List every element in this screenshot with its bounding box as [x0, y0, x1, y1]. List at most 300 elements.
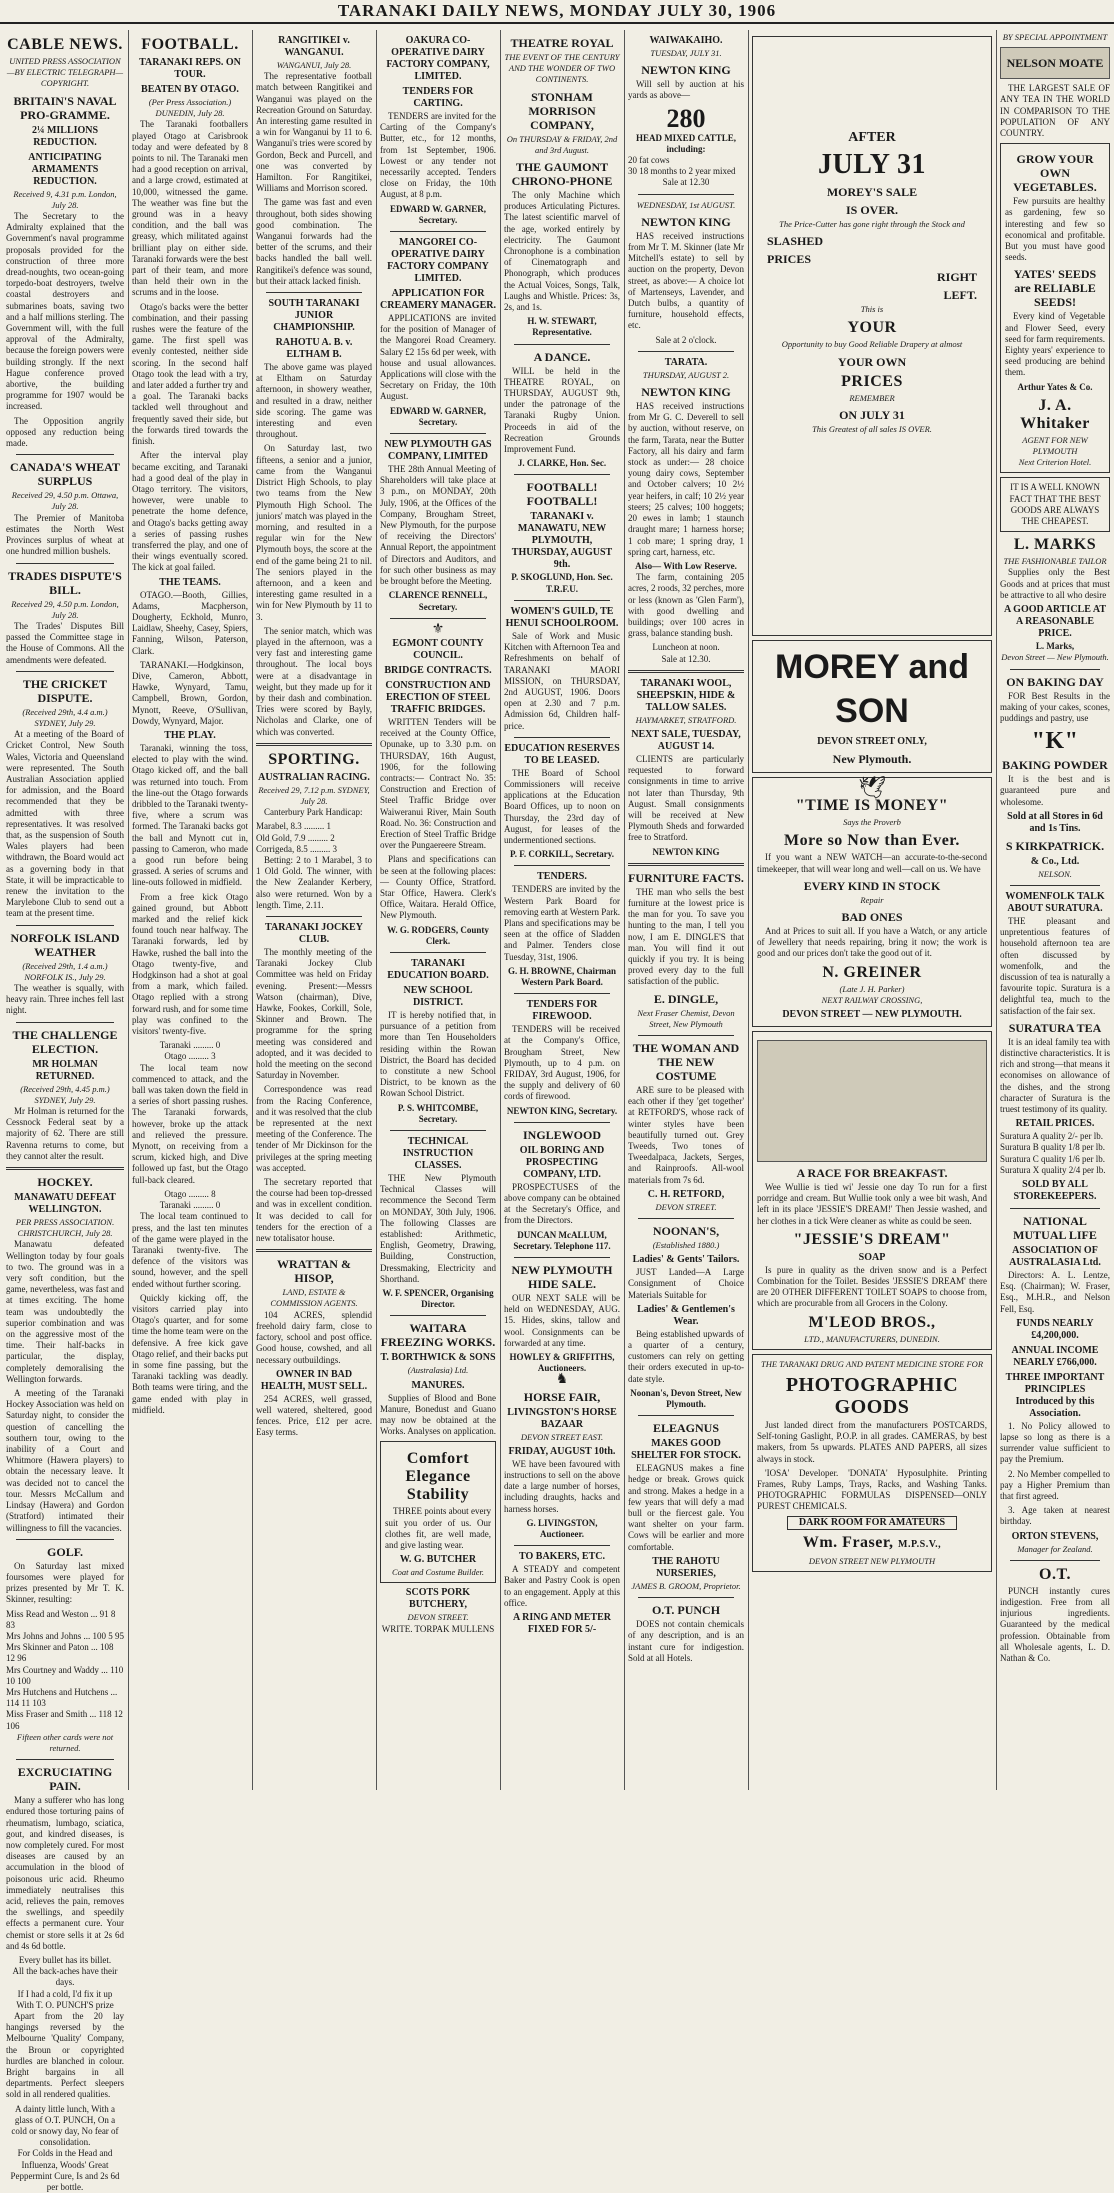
price-line: Suratura X quality 2/4 per lb.	[1000, 1164, 1106, 1175]
separator	[266, 916, 362, 917]
mangorei-heading: MANGOREI CO-OPERATIVE DAIRY FACTORY COMPANY LIMITED.	[387, 237, 489, 285]
separator	[514, 865, 610, 866]
horse-icon: ♞	[555, 1372, 569, 1388]
signature: G. LIVINGSTON, Auctioneer.	[526, 1517, 598, 1540]
money-sub2: More so Now than Ever.	[784, 832, 960, 850]
football-heading: FOOTBALL.	[141, 36, 239, 53]
signature: NEWTON KING, Secretary.	[506, 1105, 618, 1116]
morey-sub: New Plymouth.	[832, 752, 912, 766]
separator	[16, 563, 114, 564]
verse-line: If I had a cold, I'd fix it up	[17, 1988, 113, 1999]
article-text: The Taranaki footballers played Otago at Carisbrook today and were defeated by 8 points to nil. The Taranaki men had a good reception on arrival, and a large crowd, estimated at 10,000, witnessed the game. The weather was fine but the ground was in a heavy condition, and the ball was greasy, which militated against brilliant play on either side. Taranaki forwards were the best part of their team, and more than held their own in the scrums and in the loose.	[132, 119, 248, 298]
article-text: Many a sufferer who has long endured those torturing pains of rheumatism, lumbago, sciatica, gout, and kindred diseases, is now completely cured. For most diseases are caused by an accumulation in the blood of poisonous uric acid. Rheumo immediately neutralises this acid, relieves the pain, removes the swellings, and speedily effects a permanent cure. Your chemist or store sells it at 2s 6d and 4s 6d bottle.	[6, 1795, 124, 1951]
column-rule	[376, 30, 377, 1790]
waitara-sub: T. BORTHWICK & SONS	[380, 1352, 496, 1364]
column-rule	[748, 30, 749, 1790]
trades-heading: TRADES DISPUTE'S BILL.	[8, 568, 122, 597]
money-sub: Says the Proverb	[843, 817, 901, 828]
ad-text: Will sell by auction at his yards as above—	[628, 79, 744, 101]
reserves-heading: EDUCATION RESERVES TO BE LEASED.	[504, 742, 620, 766]
every-kind: EVERY KIND IN STOCK	[803, 878, 941, 893]
morey-sale: MOREY'S SALE	[826, 185, 918, 199]
separator	[16, 671, 114, 672]
article-text: The Premier of Manitoba estimates the North West Provinces surplus of wheat at one hundred million bushels.	[6, 512, 124, 557]
wool-heading: TARANAKI WOOL, SHEEPSKIN, HIDE & TALLOW SALES.	[636, 677, 736, 713]
tea-heading: NELSON MOATE	[1006, 55, 1104, 70]
golf-result: Mrs Johns and Johns ... 100 5 95	[6, 1630, 125, 1641]
sporting-heading: SPORTING.	[268, 750, 360, 768]
repair-label: Repair	[860, 894, 884, 905]
cable-news-heading: CABLE NEWS.	[7, 36, 123, 53]
ad-text: HAS received instructions from Mr T. M. Skinner (late Mr Mitchell's estate) to sell by auction on the property, Devon street, as above:— A choice lot of Martenseys, Lavender, and Dutch bulbs, a quantity of furniture, household effects, etc.	[628, 230, 744, 331]
waiwakaiho-date: TUESDAY, JULY 31.	[650, 48, 722, 58]
ad-text: ARE sure to be pleased with each other if they 'get together' at RETFORD'S, whose rack of winter styles have been beautifully turned out. Grey Tweeds, Two tones of Tweedalpaca, Jackets, Serges, and Rainproofs. All-wool materials from 7s 6d.	[628, 1085, 744, 1185]
horse-heading: HORSE FAIR,	[523, 1389, 601, 1404]
marks-sign: L. Marks,	[1035, 641, 1075, 652]
morey-isover: IS OVER.	[845, 203, 898, 217]
signature: W. G. RODGERS, County Clerk.	[387, 924, 489, 946]
separator	[628, 863, 744, 866]
morey-your-own: YOUR OWN	[837, 354, 907, 369]
signature: G. H. BROWNE, Chairman Western Park Board.	[507, 965, 616, 987]
ad-text: TENDERS will be received at the Company's Office, Brougham Street, New Plymouth, up to 4 p.m. on FRIDAY, 3rd August, 1906, for the supply and delivery of 60 cords of firewood.	[504, 1024, 620, 1102]
article-text: The above game was played at Eltham on Saturday afternoon, in showery weather, and resulted in a draw, neither side scoring. The game was interesting and even throughout.	[256, 362, 372, 440]
ad-text: Being established upwards of a quarter of a century, customers can rely on getting their orders executed in up-to-date style.	[628, 1328, 744, 1384]
junior-sub: RAHOTU A. B. v. ELTHAM B.	[275, 337, 353, 361]
money-heading: "TIME IS MONEY"	[795, 797, 949, 815]
separator	[514, 1122, 610, 1123]
ad-text: JUST Landed—A Large Consignment of Choice Materials Suitable for	[628, 1267, 744, 1300]
ad-text: 104 ACRES, splendid freehold dairy farm, close to factory, school and post office. Good house, cowshed, and all necessary outbuildings.	[256, 1309, 372, 1365]
marks-heading: L. MARKS	[1013, 536, 1097, 554]
waitara-sub: (Australasia) Ltd.	[407, 1365, 469, 1376]
bad-ones: BAD ONES	[841, 910, 903, 925]
kirk-heading: S KIRKPATRICK.	[1005, 838, 1105, 853]
income: ANNUAL INCOME NEARLY £766,000.	[1011, 1344, 1099, 1368]
article-text: On Saturday last, two fifteens, a senior and a junior, came from the Wanganui District High Schools, to play two teams from the New Plymouth High School. The juniors' match was played in the morning, and resulted in a regular win for the New Plymouth boys, the score at the end of the game being 21 to nil. The seniors played in the afternoon, and a keen and interesting game resulted in a win for New Plymouth by 11 to 3.	[256, 443, 372, 622]
race-heading: A RACE FOR BREAKFAST.	[796, 1166, 948, 1181]
ad-text: Supplies of Blood and Bone Manure, Bonedust and Guano may now be obtained at the Works. Analyses on application.	[380, 1392, 497, 1437]
signature: HOWLEY & GRIFFITHS, Auctioneers.	[509, 1352, 615, 1374]
wratten-sub: LAND, ESTATE & COMMISSION AGENTS.	[270, 1287, 358, 1309]
theatre-company: STONHAM MORRISON COMPANY,	[528, 89, 596, 132]
breakfast-illustration	[757, 1040, 987, 1162]
article-text: Otago's backs were the better combination, and their passing rushes were the feature of the game. The first spell was evenly contested, neither side scoring. In the second half Otago took the lead with a try, and later added a further try and a goal. The Taranaki backs tackled well throughout and frequently saved their side, but the forwards tired towards the finish.	[132, 301, 248, 447]
column-8	[1000, 32, 1110, 1787]
bird-icon: 🕊	[858, 775, 886, 800]
article-text: OTAGO.—Booth, Gillies, Adams, Macpherson, Dougherty, Eckhold, Munro, Laidlaw, Sheehy, Casey, Spiers, Fanning, Wilson, Paterson, Clark.	[132, 589, 248, 656]
separator	[638, 1597, 734, 1598]
list-item: 20 fat cows	[628, 155, 670, 166]
greiner-sub: (Late J. H. Parker)	[839, 983, 905, 994]
signature: DUNCAN McALLUM, Secretary. Telephone 117.	[513, 1229, 611, 1251]
football-ad-sub: TARANAKI v. MANAWATU, NEW PLYMOUTH, THURSDAY, AUGUST 9th.	[511, 511, 613, 571]
morey-after: AFTER	[848, 130, 896, 145]
morey-slashed: SLASHED	[767, 234, 824, 249]
challenge-sub: MR HOLMAN RETURNED.	[32, 1058, 98, 1082]
dateline: (Received 29th, 4.4 a.m.) SYDNEY, July 29.	[22, 706, 108, 728]
article-text: The local team now commenced to attack, and the ball was taken down the field in a series of short passing rushes. The Taranaki forwards, however, broke up the attack and relieved the pressure. Mynott, on receiving from a scrum, kicked high, and Dive followed up fast, but the Otago full-back cleared.	[132, 1062, 248, 1185]
ad-text: PROSPECTUSES of the above company can be obtained at the Secretary's Office, and from the Directors.	[504, 1181, 620, 1226]
baking-on: ON BAKING DAY	[1006, 674, 1104, 689]
ad-text: CLIENTS are particularly requested to forward consignments in time to arrive not later than Thursday, 9th August. Small consignments will be received at New Plymouth Sheds and forwarded free to Stratford.	[628, 753, 744, 843]
scots-sign: WRITE. TORPAK MULLENS	[381, 1623, 495, 1634]
ad-text: THE pleasant and unpretentious features of household afternoon tea are often discussed by womenfolk, and the discussion of tea is naturally a favourite topic. Suratura is a delightful tea, much to the satisfaction of the fair sex.	[1000, 915, 1110, 1016]
article-text: After the interval play became exciting, and Taranaki had a good deal of the play in Otago territory. The visitors, however, were unable to penetrate the home defence, and Otago's backs getting away a series of passing rushes transferred the play, and one of their wings eventually scored. The kick at goal failed.	[132, 450, 248, 573]
retail-sold: SOLD BY ALL STOREKEEPERS.	[1013, 1178, 1097, 1202]
golf-result: Mrs Hutchens and Hutchens ... 114 11 103	[6, 1686, 118, 1709]
noonans-heading: NOONAN'S,	[652, 1224, 720, 1239]
article-text: Betting: 2 to 1 Marabel, 3 to 1 Old Gold. The winner, with the New Zealander Kerbery, also were returned. Won by a length. Time, 2.11.	[256, 854, 372, 910]
football-sub: (Per Press Association.)	[148, 97, 232, 107]
article-text: Taranaki, winning the toss, elected to play with the wind. Otago kicked off, and the ball was returned into touch. From the line-out the Otago forwards dribbled to the Taranaki twenty-five, where a scrum was formed. The Taranaki backs got the ball and Mynott cut in, passing to Cameron, who made a good run before being grassed. A series of scrums and line-outs followed in midfield.	[132, 742, 248, 888]
livingston-sub: DEVON STREET EAST.	[520, 1431, 604, 1442]
morey-prices2: PRICES	[841, 372, 903, 390]
column-rule	[128, 30, 129, 1790]
separator	[266, 292, 362, 293]
ad-text: THE LARGEST SALE OF ANY TEA IN THE WORLD IN COMPARISON TO THE POPULATION OF ANY COUNTRY.	[1000, 83, 1110, 139]
jockey-heading: TARANAKI JOCKEY CLUB.	[265, 922, 363, 945]
theatre-days: On THURSDAY & FRIDAY, 2nd and 3rd August.	[506, 133, 618, 155]
ad-text: Is pure in quality as the driven snow and is a Perfect Combination for the Toilet. Besides 'JESSIE'S DREAM' there are 20 OTHER DIFFERENT TOILET SOAPS to choose from, which are procurable from all Grocers in the Colony.	[757, 1264, 987, 1309]
fraser-heading	[757, 1534, 987, 1554]
mcleod-sub: LTD., MANUFACTURERS, DUNEDIN.	[804, 1333, 940, 1344]
price-line: Suratura A quality 2/- per lb.	[1000, 1131, 1103, 1142]
eleagnus-sub: MAKES GOOD SHELTER FOR STOCK.	[631, 1438, 741, 1462]
separator	[16, 454, 114, 455]
waiwakaiho-heading: WAIWAKAIHO.	[649, 35, 723, 46]
morey-opportunity: Opportunity to buy Good Reliable Drapery at almost	[781, 339, 963, 350]
article-text: From a free kick Otago gained ground, but Abbott marked and the relief kick found touch near halfway. The Taranaki forwards, led by Hawke, rushed the ball into the Otago twenty-five, and Hodgkinson had a shot at goal from a mark, which failed. Otago replied with a strong forward rush, and for some time play was confined to the visitors' twenty-five.	[132, 891, 248, 1037]
morey-text: The Price-Cutter has gone right through the Stock and	[779, 219, 965, 229]
ad-text: IT is hereby notified that, in pursuance of a petition from more than Ten Householders residing within the Rowan District, the Board has decided to constitute a new School District, to be known as the Rowan School District.	[380, 1009, 496, 1099]
womens-heading: WOMEN'S GUILD, TE HENUI SCHOOLROOM.	[505, 605, 619, 629]
article-text: Mr Holman is returned for the Cessnock Federal seat by a majority of 62. There are still Ravenna returns to come, but they cannot alter the result.	[6, 1106, 124, 1161]
column-rule	[624, 30, 625, 1790]
livingston-heading: LIVINGSTON'S HORSE BAZAAR	[507, 1406, 617, 1430]
separator	[256, 743, 372, 746]
column-5	[504, 32, 620, 1787]
tenders-heading: TENDERS.	[537, 871, 587, 883]
signature: EDWARD W. GARNER, Secretary.	[389, 203, 487, 225]
ad-text: 'IOSA' Developer. 'DONATA' Hyposulphite. Printing Frames, Ruby Lamps, Trays, Racks, and Washing Tanks. PHOTOGRAPHIC FORMULAS DISPENSED—ONLY PUREST CHEMICALS.	[757, 1467, 987, 1512]
yates-heading: YATES' SEEDS are RELIABLE SEEDS!	[1013, 267, 1097, 310]
dingle-sub: Next Fraser Chemist, Devon Street, New Plymouth	[637, 1007, 735, 1029]
nelson-moate-logo	[1000, 47, 1110, 79]
inglewood-heading: INGLEWOOD	[522, 1127, 601, 1142]
race-result: Old Gold, 7.9 ......... 2	[256, 832, 335, 843]
column-4	[380, 32, 496, 1787]
mutual-sub: ASSOCIATION OF AUSTRALASIA Ltd.	[1009, 1244, 1101, 1268]
separator	[390, 1130, 486, 1131]
signature: EDWARD W. GARNER, Secretary.	[389, 405, 487, 427]
ad-heading: OWNER IN BAD HEALTH, MUST SELL.	[260, 1368, 368, 1392]
ad-text: THREE points about every suit you order of us. Our clothes fit, are well made, and give lasting wear.	[385, 1506, 491, 1551]
ad-text: Every kind of Vegetable and Flower Seed, every seed for farm requirements. Eighty years' experience to seed producing are behind them.	[1005, 311, 1105, 378]
known-box: IT IS A WELL KNOWN FACT THAT THE BEST GOODS ARE ALWAYS THE CHEAPEST.	[1000, 477, 1110, 532]
article-text: The monthly meeting of the Taranaki Jockey Club Committee was held on Friday evening. Present:—Messrs Watson (chairman), Dive, Hawke, Fookes, Corkill, Sole, Skinner and Brown. The programme for the spring meeting was considered and adopted, and it was decided to hold the meeting on the second Saturday in November.	[256, 947, 372, 1081]
technical-heading: TECHNICAL INSTRUCTION CLASSES.	[402, 1136, 474, 1171]
signature: CLARENCE RENNELL, Secretary.	[388, 590, 488, 612]
k-sold: Sold at all Stores in 6d and 1s Tins.	[1007, 810, 1103, 834]
rahotu-sub: JAMES B. GROOM, Proprietor.	[631, 1580, 741, 1591]
ad-text: It is an ideal family tea with distinctive characteristics. It is rich and strong—that means it economises on allowance of the dishes, and the strong character of Suratura is the truest testimony of its quality.	[1000, 1036, 1110, 1114]
masthead: TARANAKI DAILY NEWS, MONDAY JULY 30, 1906	[0, 0, 1114, 24]
sale-date: THURSDAY, AUGUST 2.	[642, 369, 730, 380]
furniture-heading: FURNITURE FACTS.	[628, 870, 744, 885]
article-text: TARANAKI.—Hodgkinson, Dive, Cameron, Abbott, Hawke, Wynyard, Tamu, Campbell, Brown, Gordon, Mynott, Reeve, O'Sullivan, Dowdy, Wynyard, Major.	[132, 659, 248, 726]
separator	[1010, 1560, 1100, 1561]
dateline: Received 9, 4.31 p.m. London, July 28.	[13, 188, 117, 210]
article-text: Correspondence was read from the Racing Conference, and it was resolved that the club be represented at the next meeting of the Conference. The tender of Mr Dickinson for the privileges at the spring meeting was accepted.	[256, 1084, 372, 1173]
signature: P. F. CORKILL, Secretary.	[510, 849, 614, 860]
fraser-sub: DEVON STREET NEW PLYMOUTH	[808, 1555, 936, 1566]
egmont-heading: EGMONT COUNTY COUNCIL.	[392, 637, 484, 661]
column-rule	[996, 30, 997, 1790]
separator	[638, 1035, 734, 1036]
cricket-heading: THE CRICKET DISPUTE.	[22, 676, 108, 705]
article-text: Manawatu defeated Wellington today by four goals to two. The ground was in a very soft condition, but the game, nevertheless, was fast and at times exciting. The home team was undoubtedly the superior combination and was on the aggressive most of the time. Their half-backs in particular, the display, completely demoralising the Wellington forwards.	[6, 1239, 124, 1384]
race-result: Corrigeda, 8.5 ......... 3	[256, 843, 337, 854]
woman-heading: THE WOMAN AND THE NEW COSTUME	[632, 1041, 740, 1083]
ad-text: THE 28th Annual Meeting of Shareholders will take place at 3 p.m., on MONDAY, 20th July, 1906, at the Offices of the Company, Brougham Street, New Plymouth, for the purpose of receiving the Directors' Annual Report, the appointment of Directors and Auditors, and for such other business as may be brought before the Meeting.	[380, 464, 496, 587]
egmont-sub: BRIDGE CONTRACTS.	[384, 664, 492, 676]
theatre-show: THE GAUMONT CHRONO-PHONE	[511, 160, 613, 189]
hockey-sub: MANAWATU DEFEAT WELLINGTON.	[14, 1192, 116, 1216]
greiner-sub: DEVON STREET — NEW PLYMOUTH.	[782, 1009, 962, 1021]
photo-heading: PHOTOGRAPHIC GOODS	[785, 1374, 959, 1419]
marks-addr: Devon Street — New Plymouth.	[1001, 652, 1109, 663]
ad-text: FOR Best Results in the making of your cakes, scones, puddings and pastry, use	[1000, 690, 1110, 723]
morey-right: RIGHT	[936, 270, 977, 285]
theatre-heading: THEATRE ROYAL	[510, 36, 614, 50]
sale-date: WEDNESDAY, 1st AUGUST.	[636, 199, 736, 210]
sporting-sub: AUSTRALIAN RACING.	[258, 771, 370, 783]
separator	[514, 474, 610, 475]
cable-news-sub: UNITED PRESS ASSOCIATION—BY ELECTRIC TELEGRAPH—COPYRIGHT.	[6, 56, 124, 89]
rangitikei-heading: RANGITIKEI v. WANGANUI.	[278, 35, 350, 58]
three-heading: THREE IMPORTANT PRINCIPLES Introduced by this Association.	[1005, 1371, 1105, 1419]
challenge-heading: THE CHALLENGE ELECTION.	[12, 1027, 118, 1056]
ad-text: THE New Plymouth Technical Classes will recommence the Second Term on MONDAY, 30th July, 1906. The following Classes are established: Arithmetic, English, Geometry, Drawing, Building, Construction, Dressmaking, Electricity and Shorthand.	[380, 1173, 496, 1284]
theatre-sub: THE EVENT OF THE CENTURY AND THE WONDER OF TWO CONTINENTS.	[504, 52, 620, 85]
morey-this-is: This is	[860, 304, 884, 315]
jessies-dream-ad	[752, 1031, 992, 1350]
marks-sub: THE FASHIONABLE TAILOR	[1003, 556, 1107, 567]
waitara-heading: WAITARA FREEZING WORKS.	[380, 1321, 496, 1350]
article-text: The secretary reported that the course had been top-dressed and was in excellent condition. It was decided to call for tenders for the erection of a new totalisator house.	[256, 1177, 372, 1244]
morey-date: JULY 31	[817, 149, 926, 180]
separator	[628, 670, 744, 673]
livingston-date: FRIDAY, AUGUST 10th.	[508, 1445, 616, 1457]
education-sub: NEW SCHOOL DISTRICT.	[403, 984, 473, 1008]
separator	[6, 1167, 124, 1170]
morey-and-son-ad	[752, 640, 992, 773]
morey-big: MOREY and SON	[775, 648, 969, 730]
k-sub: BAKING POWDER	[1002, 758, 1108, 773]
separator	[514, 344, 610, 345]
noonans-sub: Ladies' & Gentlemen's Wear.	[637, 1303, 735, 1327]
tea-top: BY SPECIAL APPOINTMENT	[1002, 32, 1108, 42]
dateline: (Received 29th, 1.4 a.m.) NORFOLK IS., July 29.	[22, 960, 108, 982]
ring-heading: A RING AND METER FIXED FOR 5/-	[512, 1612, 612, 1636]
dateline: (Received 29th, 4.45 p.m.) SYDNEY, July 29.	[20, 1083, 110, 1105]
article-text: The Trades' Disputes Bill passed the Committee stage in the House of Commons. All the amendments were defeated.	[6, 620, 124, 665]
drug-heading: THE TARANAKI DRUG AND PATENT MEDICINE STORE FOR	[760, 1358, 984, 1369]
verse-line: A dainty little lunch, With a glass of O.T. PUNCH, On a cold or snowy day, No fear of consolidation.	[11, 2103, 119, 2148]
tarata-heading: TARATA.	[664, 356, 708, 368]
rahotu-heading: THE RAHOTU NURSERIES,	[652, 1555, 720, 1579]
funds: FUNDS NEARLY £4,200,000.	[1016, 1317, 1094, 1341]
firewood-heading: TENDERS FOR FIREWOOD.	[526, 999, 598, 1023]
column-rule	[252, 30, 253, 1790]
ad-text: HAS received instructions from Mr G. C. Deverell to sell by auction, without reserve, on the farm, Tarata, near the Butter Factory, all his dairy and farm stock as under:— 28 choice young dairy cows, September and October calvers; 10 2½ year heifers, in calf; 10 2½ year steers; 25 calves; 100 hoggets; 20 ewes in lamb; 1 staunch draught mare; 1 harness horse; 1 cob mare; 1 spring dray, 1 spring cart, harness, etc.	[628, 401, 744, 557]
newton-king-heading: NEWTON KING	[641, 214, 731, 229]
reserve-note: Also— With Low Reserve.	[635, 560, 737, 571]
play-heading: THE PLAY.	[164, 729, 216, 741]
ad-text: Just landed direct from the manufacturers POSTCARDS, Self-toning Gaslight, P.O.P. in all grades. CAMERAS, by best makers, from 5s upwards. PLATES AND PAPERS, all sizes always in stock.	[757, 1420, 987, 1464]
bakers-heading: TO BAKERS, ETC.	[519, 1551, 605, 1563]
separator	[1010, 669, 1100, 670]
butcher-sub: Coat and Costume Builder.	[391, 1567, 485, 1578]
article-text: Apart from the 20 lay hangings reversed by the Melbourne 'Quality' Company, the Broun or copyrighted hurdles are blanched in colour. Bright bargains in all departments. Perfect sleepers sold in all rendered qualities.	[6, 2011, 124, 2100]
junior-heading: SOUTH TARANAKI JUNIOR CHAMPIONSHIP.	[268, 298, 360, 334]
article-text: The weather is squally, with heavy rain. Three inches fell last night.	[6, 982, 124, 1016]
noonans-sub: (Established 1880.)	[652, 1240, 720, 1251]
score-line: Taranaki ......... 0	[159, 1040, 221, 1051]
wool-sub: HAYMARKET, STRATFORD.	[635, 714, 737, 725]
whitaker-heading: J. A. Whitaker	[1020, 396, 1090, 432]
mcleod-heading: M'LEOD BROS.,	[808, 1313, 936, 1331]
ad-text: It is the best and is guaranteed pure and wholesome.	[1000, 774, 1110, 807]
ad-text: WRITTEN Tenders will be received at the County Office, Opunake, up to 3.30 p.m. on THURSDAY, 16th August, 1906, for the following contracts:— Contract No. 35: Construction and Erection of Steel Traffic Bridge over Waiweranui River, Main South Road. No. 36: Construction and Erection of Steel Traffic Bridge over the Pungaereere Stream.	[380, 716, 496, 851]
teams-heading: THE TEAMS.	[159, 576, 221, 588]
article-text: The game was fast and even throughout, both sides showing good combination. The Wanganui forwards had the better of the scrums, and their backs handled the ball well. Rangitikei's defence was sound, but their attack lacked finish.	[256, 197, 372, 286]
jessie-heading: "JESSIE'S DREAM"	[793, 1230, 951, 1248]
separator	[514, 1545, 610, 1546]
morey-sale-ad	[752, 36, 992, 636]
signature: P. SKOGLUND, Hon. Sec. T.R.F.U.	[511, 572, 613, 594]
ad-text: TENDERS are invited by the Western Park Board for removing earth at Western Park. Plans and specifications may be seen at the office of Sladden and Palmer. Tenders close Tuesday, 31st, 1906.	[504, 884, 620, 962]
separator	[638, 194, 734, 195]
article-text: A meeting of the Taranaki Hockey Association was held on Saturday night, to consider the question of cancelling the southern tour, owing to the inability of a Court and Whitmore (Hawera players) to obtain the necessary leave. It was decided not to cancel the tour. Messrs McCallum and Lindsay (Hawera) and Gordon (Stratford) intimated their willingness to fill the vacancies.	[6, 1388, 124, 1533]
morey-sub: DEVON STREET ONLY,	[817, 736, 927, 747]
ad-text: Wee Wullie is tied wi' Jessie one day To run for a first porridge and cream. But Wullie took only a wee bit wash, And left in its place 'JESSIE'S DREAM!' Then Jessie washed, and her clothes in a tick Were cleaner as white as could be seen.	[757, 1182, 987, 1226]
coat-of-arms-icon: ⚜	[431, 621, 445, 637]
column-2	[132, 32, 248, 1787]
signature: P. S. WHITCOMBE, Secretary.	[397, 1102, 479, 1124]
oakura-sub: TENDERS FOR CARTING.	[402, 86, 474, 109]
separator	[514, 993, 610, 994]
separator	[1010, 885, 1100, 886]
article-text: At a meeting of the Board of Cricket Control, New South Wales, Victoria and Queensland were represented. The South Australian Association applied for admission, and the Board recommended that they be admitted with three representatives. It was resolved that, as the suspension of South Wales players had been withdrawn, the Board would act as a governing body in that State, it will be impracticable to renew the invitation to the Marylebone Club to send out a team at the present time.	[6, 729, 124, 919]
golf-result: Miss Read and Weston ... 91 8 83	[6, 1608, 116, 1630]
eleagnus-heading: ELEAGNUS	[652, 1421, 720, 1436]
marks-article: A GOOD ARTICLE AT A REASONABLE PRICE.	[1004, 604, 1106, 640]
ad-text: A STEADY and competent Baker and Pastry Cook is open to an engagement. Apply at this office.	[504, 1564, 620, 1608]
principle: 2. No Member compelled to pay a Higher Premium than that first agreed.	[1000, 1468, 1110, 1502]
stevens-sub: Manager for Zealand.	[1017, 1543, 1093, 1554]
price-line: Suratura C quality 1/6 per lb.	[1000, 1153, 1105, 1164]
score-line: Taranaki ......... 0	[159, 1200, 221, 1211]
ad-text: 254 ACRES, well grassed, well watered, sheltered, good fences. Price, £12 per acre. Easy terms.	[256, 1393, 372, 1438]
whitaker-sub: AGENT FOR NEW PLYMOUTH	[1022, 434, 1088, 457]
separator	[514, 600, 610, 601]
morey-remember: REMEMBER	[849, 392, 895, 403]
golf-result: Mrs Skinner and Paton ... 108 12 96	[6, 1642, 114, 1664]
waitara-sub: MANURES.	[411, 1379, 465, 1391]
ad-text: WE have been favoured with instructions to sell on the above date a large number of horses, including draughts, hacks and harness horses.	[504, 1458, 620, 1514]
ad-text: OUR NEXT SALE will be held on WEDNESDAY, AUG. 15. Hides, skins, tallow and wool. Consignments can be forwarded at any time.	[504, 1293, 620, 1348]
kirk-sub: NELSON.	[1038, 868, 1072, 879]
mutual-heading: NATIONAL MUTUAL LIFE	[1013, 1213, 1097, 1242]
egmont-sub: CONSTRUCTION AND ERECTION OF STEEL TRAFFIC BRIDGES.	[385, 679, 491, 715]
veg-heading: GROW YOUR OWN VEGETABLES.	[1013, 152, 1097, 195]
mangorei-sub: APPLICATION FOR CREAMERY MANAGER.	[380, 288, 496, 312]
verse-line: All the back-aches have their days.	[12, 1966, 118, 1988]
verse-line: With T. O. PUNCH'S prize	[16, 1999, 114, 2010]
separator	[638, 1415, 734, 1416]
ad-text: Directors: A. L. Lentze, Esq. (Chairman); W. Fraser, Esq., M.H.R., and Nelson Fell, Esq.	[1000, 1269, 1110, 1314]
signature: Noonan's, Devon Street, New Plymouth.	[630, 1387, 742, 1410]
yates-ad	[1000, 143, 1110, 473]
signature: W. F. SPENCER, Organising Director.	[382, 1288, 494, 1310]
whitaker-sub: Next Criterion Hotel.	[1018, 457, 1092, 468]
suratura-heading: SURATURA TEA	[1008, 1020, 1102, 1035]
signature: H. W. STEWART, Representative.	[527, 316, 597, 338]
list-item: 30 18 months to 2 year mixed	[628, 166, 736, 177]
naval-sub: ANTICIPATING ARMAMENTS REDUCTION.	[28, 151, 102, 187]
golf-result: Miss Fraser and Smith ... 118 12 106	[6, 1709, 123, 1731]
article-text: Canterbury Park Handicap:	[264, 807, 363, 818]
hockey-heading: HOCKEY.	[37, 1175, 93, 1190]
separator	[390, 618, 486, 619]
separator	[514, 1257, 610, 1258]
ad-text: Few pursuits are healthy as gardening, few so interesting and few so economical and profitable. But you must have good seeds.	[1005, 196, 1105, 263]
separator	[390, 952, 486, 953]
signature: J. CLARKE, Hon. Sec.	[517, 458, 607, 469]
inglewood-sub: OIL BORING AND PROSPECTING COMPANY, LTD.	[519, 1144, 605, 1180]
article-text: The senior match, which was played in the afternoon, was a very fast and interesting game throughout. The local boys were at a disadvantage in weight, but they made up for it by their dash and combination. Tries were scored by Bayly, Nicholas and Clarke, one of which was converted.	[256, 625, 372, 737]
retford-sub: DEVON STREET.	[655, 1201, 717, 1212]
dance-heading: A DANCE.	[533, 349, 591, 364]
retford-heading: C. H. RETFORD,	[647, 1188, 725, 1200]
article-text: The representative football match between Rangitikei and Wanganui was played on the Recreation Ground on Saturday. An interesting game resulted in a win for Wanganui by 11 to 6. Wanganui's tries were scored by Gordon, Beck and Purcell, and one was converted by Hamilton. For Rangitikei, Williams and Morrison scored.	[256, 71, 372, 194]
separator	[390, 433, 486, 434]
stevens-heading: ORTON STEVENS,	[1011, 1530, 1099, 1542]
separator	[390, 1315, 486, 1316]
ad-text: ELEAGNUS makes a fine hedge or break. Grows quick and strong. Makes a hedge in a few years that will defy a mad bull or the fiercest gale. You want shelter on your farm. Cows will be earlier and more comfortable.	[628, 1463, 744, 1552]
scots-heading: SCOTS PORK BUTCHERY,	[405, 1587, 471, 1611]
ad-text: And at Prices to suit all. If you have a Watch, or any article of Jewellery that needs repairing, bring it now; the work is good and our prices don't take the good out of it.	[757, 926, 987, 959]
separator	[390, 231, 486, 232]
fraser-name: Wm. Fraser,	[802, 1533, 894, 1551]
column-7	[752, 32, 992, 1787]
column-3	[256, 32, 372, 1787]
fraser-ad	[752, 1354, 992, 1572]
separator	[16, 925, 114, 926]
column-rule	[500, 30, 501, 1790]
wool-date: NEXT SALE, TUESDAY, AUGUST 14.	[631, 728, 741, 752]
ad-text: The only Machine which produces Articulating Pictures. The latest scientific marvel of the age, worked entirely by electricity. The Gaumont Chronophone is a combination of Cinematograph and Phonograph, which produces the Actual Voices, Songs, Talk, Laughs and Whistle. Prices: 3s, 2s, and 1s.	[504, 190, 620, 313]
dateline: PER PRESS ASSOCIATION. CHRISTCHURCH, July 28.	[15, 1217, 115, 1239]
article-text: The local team continued to press, and the last ten minutes of the game were played in the Taranaki twenty-five. The defence of the visitors was sound, however, and the spell ended without further scoring.	[132, 1211, 248, 1289]
article-text: The Secretary to the Admiralty explained that the Government's naval programme proposals provided for the construction of three more dread-noughts, two ocean-going torpedo-boat destroyers, twelve coastal destroyers and submarines boats, saving two and a half millions sterling. The Government will, with the full approval of the Admiralty, because the foreign powers were building strongly. If the next Hague conference proved abortive, the building programme for 1907 would be increased.	[6, 211, 124, 412]
separator	[638, 351, 734, 352]
sale-time: Sale at 12.30.	[661, 653, 711, 664]
k-heading: "K"	[1031, 728, 1079, 755]
lunch-note: Luncheon at noon.	[652, 642, 720, 653]
